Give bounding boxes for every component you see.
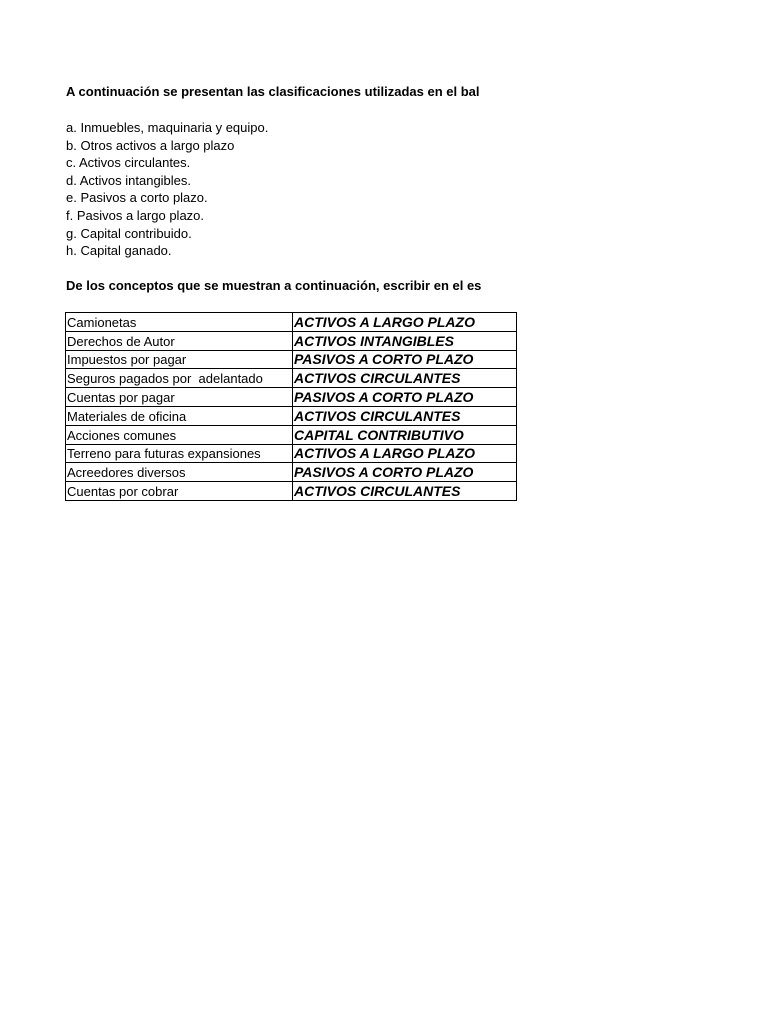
concept-cell[interactable]: Cuentas por pagar	[66, 388, 293, 407]
answer-cell[interactable]: PASIVOS A CORTO PLAZO	[293, 388, 517, 407]
concept-cell[interactable]: Seguros pagados por adelantado	[66, 369, 293, 388]
classification-item-e: e. Pasivos a corto plazo.	[66, 190, 208, 206]
answer-cell[interactable]: ACTIVOS A LARGO PLAZO	[293, 313, 517, 332]
concept-cell[interactable]: Materiales de oficina	[66, 406, 293, 425]
classification-item-b: b. Otros activos a largo plazo	[66, 137, 235, 153]
answer-cell[interactable]: ACTIVOS A LARGO PLAZO	[293, 444, 517, 463]
classification-item-d: d. Activos intangibles.	[66, 172, 192, 188]
concept-cell[interactable]: Acciones comunes	[66, 425, 293, 444]
table-row	[66, 313, 517, 332]
concept-cell[interactable]: Acreedores diversos	[66, 463, 293, 482]
table-row	[66, 406, 517, 425]
classification-item-h: h. Capital ganado.	[66, 243, 172, 259]
concept-cell[interactable]: Cuentas por cobrar	[66, 482, 293, 501]
answer-cell[interactable]: PASIVOS A CORTO PLAZO	[293, 350, 517, 369]
answer-cell[interactable]: ACTIVOS CIRCULANTES	[293, 406, 517, 425]
answer-cell[interactable]: ACTIVOS CIRCULANTES	[293, 482, 517, 501]
table-row	[66, 369, 517, 388]
table-row	[66, 350, 517, 369]
table-row	[66, 444, 517, 463]
classification-item-f: f. Pasivos a largo plazo.	[66, 207, 205, 223]
answer-cell[interactable]: ACTIVOS INTANGIBLES	[293, 331, 517, 350]
answer-cell[interactable]: PASIVOS A CORTO PLAZO	[293, 463, 517, 482]
answer-cell[interactable]: ACTIVOS CIRCULANTES	[293, 369, 517, 388]
concept-cell[interactable]: Impuestos por pagar	[66, 350, 293, 369]
instruction-heading: De los conceptos que se muestran a continuación, escribir en el es	[66, 278, 482, 293]
classification-list	[66, 119, 268, 260]
concept-cell[interactable]: Derechos de Autor	[66, 331, 293, 350]
table-row	[66, 482, 517, 501]
classification-item-g: g. Capital contribuido.	[66, 225, 192, 241]
concept-cell[interactable]: Camionetas	[66, 313, 293, 332]
intro-heading: A continuación se presentan las clasificaciones utilizadas en el bal	[66, 84, 480, 99]
table-row	[66, 331, 517, 350]
answer-cell[interactable]: CAPITAL CONTRIBUTIVO	[293, 425, 517, 444]
table-row	[66, 425, 517, 444]
classification-item-c: c. Activos circulantes.	[66, 155, 191, 171]
table-row	[66, 463, 517, 482]
concept-cell[interactable]: Terreno para futuras expansiones	[66, 444, 293, 463]
classification-item-a: a. Inmuebles, maquinaria y equipo.	[66, 120, 269, 135]
concept-classification-table	[65, 312, 517, 501]
table-row	[66, 388, 517, 407]
